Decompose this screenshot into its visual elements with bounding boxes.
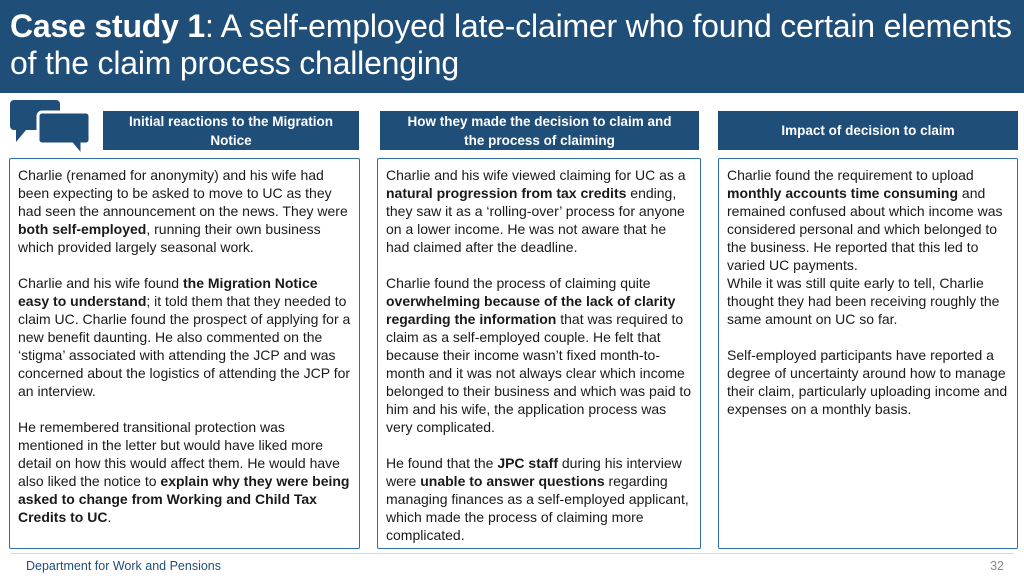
paragraph (386, 274, 692, 436)
text: He remembered transitional protection was mentioned in the letter but would have liked more detail on how this would affect them. He would have also liked the notice to (18, 419, 340, 489)
text: during his interview were (386, 455, 682, 489)
text: Charlie and his wife viewed claiming for UC as a (386, 167, 686, 183)
page-title-rest: : A self-employed late-claimer who found certain elements of the claim process challenging (10, 8, 1012, 81)
column-box-impact (718, 158, 1018, 549)
title-bar (0, 0, 1024, 93)
bold-text: JPC staff (497, 455, 558, 471)
column-header-line1: How they made the decision to claim and (407, 113, 672, 129)
paragraph (727, 346, 1009, 418)
column-header-line1: Initial reactions to the Migration (128, 113, 334, 129)
text: While it was still quite early to tell, Charlie thought they had been receiving roughly the same amount on UC so far. (727, 275, 1000, 327)
bold-text: overwhelming because of the lack of clarity regarding the information (386, 293, 676, 327)
text: , running their own business which provided largely seasonal work. (18, 221, 321, 255)
column-header-line2: Notice (210, 132, 252, 148)
text: Charlie and his wife found (18, 275, 183, 291)
bold-text: natural progression from tax credits (386, 185, 627, 201)
text: Charlie found the process of claiming quite (386, 275, 651, 291)
paragraph (727, 166, 1009, 274)
text: that was required to claim as a self-employed couple. He felt that because their income wasn’t fixed month-to-month and it was not always clear which income belonged to their business and which was paid to him and his wife, the application process was very complicated. (386, 311, 692, 435)
text: Charlie found the requirement to upload (727, 167, 974, 183)
column-header-initial-reactions (103, 111, 359, 150)
bold-text: explain why they were being asked to change from Working and Child Tax Credits to UC (18, 473, 350, 525)
column-header-line1: Impact of decision to claim (781, 123, 955, 138)
paragraph (18, 274, 351, 400)
bold-text: both self-employed (18, 221, 147, 237)
text: . (107, 509, 112, 525)
bold-text: monthly accounts time consuming (727, 185, 959, 201)
column-header-decision-process (380, 111, 699, 150)
text: ending, they saw it as a ‘rolling-over’ process for anyone on a lower income. He was not aware that he had claimed after the deadline. (386, 185, 685, 255)
footer-divider (10, 553, 1014, 554)
column-box-decision-process (377, 158, 701, 549)
page-number: 32 (990, 559, 1004, 573)
paragraph (386, 166, 692, 256)
text: Self-employed participants have reported a degree of uncertainty around how to manage their claim, particularly uploading income and expenses on a monthly basis. (727, 347, 1008, 417)
paragraph (18, 166, 351, 256)
speech-bubbles-icon (10, 98, 92, 156)
bold-text: the Migration Notice easy to understand (18, 275, 318, 309)
text: ; it told them that they needed to claim UC. Charlie found the prospect of applying for a new benefit daunting. He also commented on the ‘stigma’ associated with attending the JCP and was concerned about the logistics of attending the JCP for an interview. (18, 293, 351, 399)
page-title-bold: Case study 1 (10, 8, 206, 44)
text: regarding managing finances as a self-employed applicant, which made the process of claiming more complicated. (386, 473, 689, 543)
paragraph (18, 418, 351, 526)
bold-text: unable to answer questions (420, 473, 605, 489)
column-header-impact (718, 111, 1018, 150)
paragraph (727, 274, 1009, 328)
text: He found that the (386, 455, 498, 471)
column-box-initial-reactions (9, 158, 360, 549)
column-header-line2: the process of claiming (464, 132, 615, 148)
page-title (10, 8, 1014, 82)
text: and remained confused about which income was considered personal and which belonged to the business. He reported that this led to varied UC payments. (727, 185, 1003, 273)
paragraph (386, 454, 692, 544)
footer-department: Department for Work and Pensions (26, 559, 222, 573)
text: Charlie (renamed for anonymity) and his wife had been expecting to be asked to move to UC as they had seen the announcement on the news. They were (18, 167, 348, 219)
